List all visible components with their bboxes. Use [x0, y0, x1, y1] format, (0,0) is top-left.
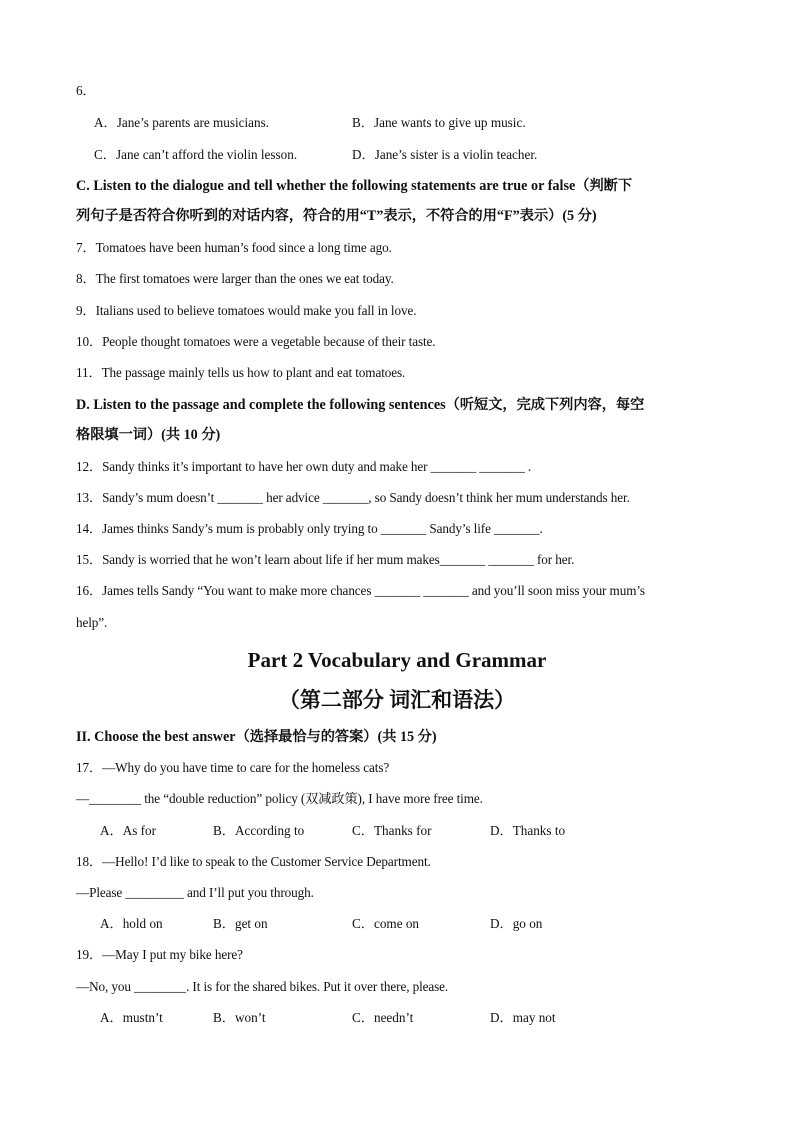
- q8: 8．The first tomatoes were larger than the ones we eat today.: [76, 271, 394, 286]
- section-c-heading-line2: 列句子是否符合你听到的对话内容，符合的用“T”表示，不符合的用“F”表示）(5 分): [76, 208, 597, 224]
- q12: 12．Sandy thinks it’s important to have her own duty and make her _______ _______ .: [76, 459, 532, 474]
- q18-option-c: C．come on: [352, 916, 420, 931]
- q17-option-d: D．Thanks to: [490, 823, 566, 838]
- q17-option-b: B．According to: [213, 823, 305, 838]
- q17-option-a: A．As for: [100, 823, 157, 838]
- q6-option-a: A．Jane’s parents are musicians.: [94, 115, 270, 130]
- q6-number: 6．: [76, 83, 96, 98]
- q6-option-d: D．Jane’s sister is a violin teacher.: [352, 147, 538, 162]
- q14: 14．James thinks Sandy’s mum is probably only trying to _______ Sandy’s life _______.: [76, 521, 543, 536]
- q16: 16．James tells Sandy “You want to make more chances _______ _______ and you’ll soon miss your mum’s: [76, 583, 645, 598]
- q6-option-b: B．Jane wants to give up music.: [352, 115, 526, 130]
- q7: 7．Tomatoes have been human’s food since a long time ago.: [76, 240, 392, 255]
- q15: 15．Sandy is worried that he won’t learn about life if her mum makes_______ _______ for her.: [76, 552, 575, 567]
- q18-line1: 18．—Hello! I’d like to speak to the Customer Service Department.: [76, 854, 431, 869]
- part2-subtitle: （第二部分 词汇和语法）: [278, 688, 516, 712]
- q18-option-d: D．go on: [490, 916, 543, 931]
- q16-continuation: help”.: [76, 615, 108, 630]
- section-d-heading-line2: 格限填一词）(共 10 分): [76, 427, 221, 443]
- q13: 13．Sandy’s mum doesn’t _______ her advice _______, so Sandy doesn’t think her mum understands her.: [76, 490, 630, 505]
- q19-line1: 19．—May I put my bike here?: [76, 947, 243, 962]
- q19-option-a: A．mustn’t: [100, 1010, 163, 1025]
- q17-line2: —________ the “double reduction” policy (双减政策), I have more free time.: [76, 791, 483, 806]
- section-ii-heading: II. Choose the best answer（选择最恰与的答案）(共 15 分): [76, 729, 437, 745]
- section-c-heading-line1: C. Listen to the dialogue and tell whether the following statements are true or false（判断下: [76, 178, 633, 194]
- q18-option-b: B．get on: [213, 916, 268, 931]
- part2-title: Part 2 Vocabulary and Grammar: [247, 648, 547, 672]
- q11: 11．The passage mainly tells us how to plant and eat tomatoes.: [76, 365, 406, 380]
- q17-option-c: C．Thanks for: [352, 823, 432, 838]
- q10: 10．People thought tomatoes were a vegetable because of their taste.: [76, 334, 436, 349]
- section-d-heading-line1: D. Listen to the passage and complete the following sentences（听短文，完成下列内容，每空: [76, 397, 645, 413]
- q6-option-c: C．Jane can’t afford the violin lesson.: [94, 147, 298, 162]
- q19-option-d: D．may not: [490, 1010, 556, 1025]
- q19-option-c: C．needn’t: [352, 1010, 414, 1025]
- q9: 9．Italians used to believe tomatoes would make you fall in love.: [76, 303, 417, 318]
- q18-option-a: A．hold on: [100, 916, 163, 931]
- q19-option-b: B．won’t: [213, 1010, 266, 1025]
- q19-line2: —No, you ________. It is for the shared bikes. Put it over there, please.: [76, 979, 449, 994]
- q18-line2: —Please _________ and I’ll put you through.: [76, 885, 314, 900]
- q17-line1: 17．—Why do you have time to care for the homeless cats?: [76, 760, 390, 775]
